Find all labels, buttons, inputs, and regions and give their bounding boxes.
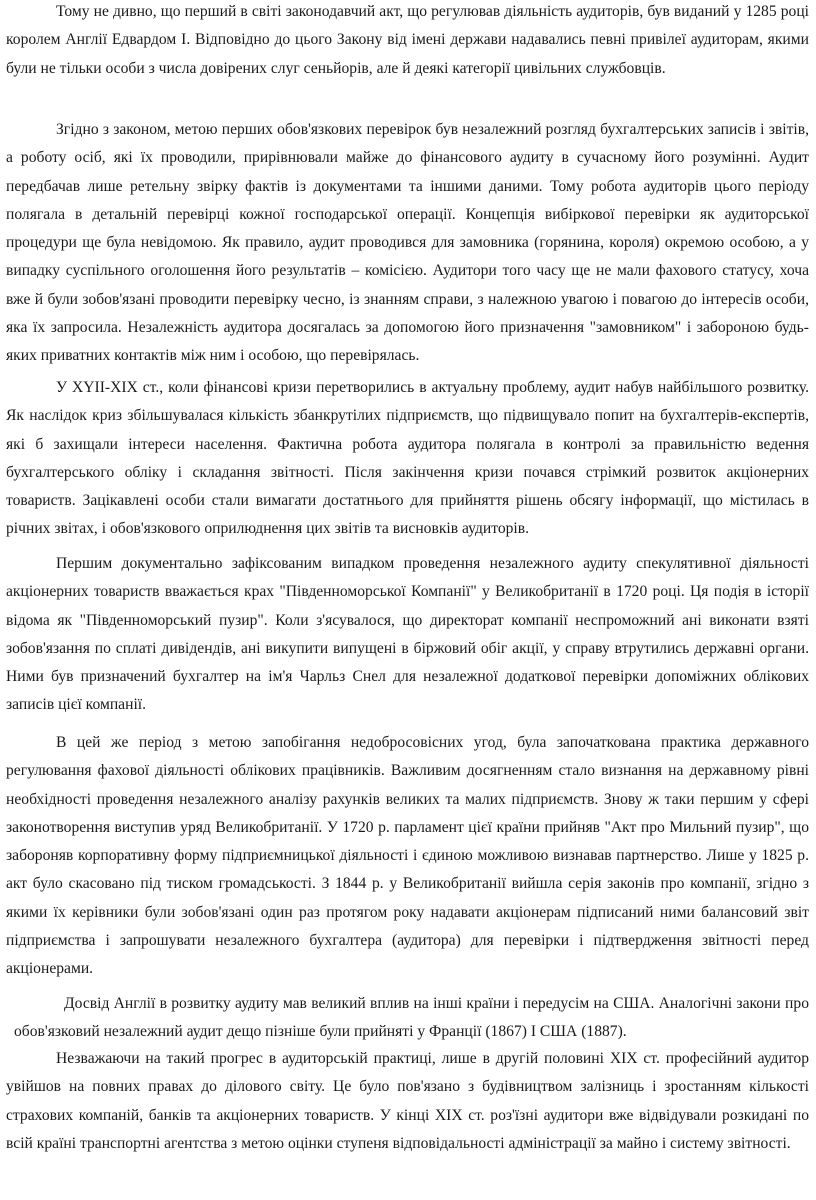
paragraph-professional-auditor: Незважаючи на такий прогрес в аудиторській практиці, лише в другій половині ХІХ ст. професійний аудитор увійшов на повних правах до ділового світу. Це було пов'язано з будівництвом залізниць і зростанням кількості страхових компаній, банків та акціонерних товариств. У кінці ХІХ ст. роз'їзні аудитори вже відвідували розкидані по всій країні транспортні агентства з метою оцінки ступеня відповідальності адміністрації за майно і систему звітності. — [6, 1050, 809, 1152]
paragraph-south-sea-company: Першим документально зафіксованим випадком проведення незалежного аудиту спекулятивної діяльності акціонерних товариств вважається крах "Південноморської Компанії" у Великобританії в 1720 році. Ця подія в історії відома як "Південноморський пузир". Коли з'ясувалося, що директорат компанії неспроможний ані виконати взяті зобов'язання по сплаті дивідендів, ані викупити випущені в біржовий обіг акції, у справу втрутились державні органи. Ними був призначений бухгалтер на ім'я Чарльз Снел для незалежної додаткової перевірки допоміжних облікових записів цієї компанії. — [6, 555, 809, 714]
paragraph-first-audit-act: Тому не дивно, що перший в світі законодавчий акт, що регулював діяльність аудиторів, був виданий у 1285 році королем Англії Едвардом І. Відповідно до цього Закону від імені держави надавались певні привілеї аудиторам, якими були не тільки особи з числа довірених слуг сеньйорів, але й деякі категорії цивільних службовців. — [6, 3, 809, 77]
paragraph-england-influence: Досвід Англії в розвитку аудиту мав великий вплив на інші країни і передусім на США. Аналогічні закони про обов'язковий незалежний аудит дещо пізніше були прийняті у Франції (1867) І США (1887). — [14, 995, 809, 1041]
paragraph-state-regulation: В цей же період з метою запобігання недобросовісних угод, була започаткована практика державного регулювання фахової діяльності облікових працівників. Важливим досягненням стало визнання на державному рівні необхідності проведення незалежного аналізу рахунків великих та малих підприємств. Знову ж таки першим у сфері законотворення виступив уряд Великобританії. У 1720 р. парламент цієї країни прийняв "Акт про Мильний пузир", що забороняв корпоративну форму підприємницької діяльності і єдиною можливою визнавав партнерство. Лише у 1825 р. акт було скасовано під тиском громадськості. З 1844 р. у Великобританії вийшла серія законів про компанії, згідно з якими їх керівники були зобов'язані один раз протягом року надавати акціонерам підписаний ними балансовий звіт підприємства і запрошувати незалежного бухгалтера (аудитора) для перевірки і підтвердження звітності перед акціонерами. — [6, 734, 809, 978]
paragraph-early-audit-purpose: Згідно з законом, метою перших обов'язкових перевірок був незалежний розгляд бухгалтерських записів і звітів, а роботу осіб, які їх проводили, прирівнювали майже до фінансового аудиту в сучасному його розумінні. Аудит передбачав лише ретельну звірку фактів із документами та іншими даними. Тому робота аудиторів цього періоду полягала в детальній перевірці кожної господарської операції. Концепція вибіркової перевірки як аудиторської процедури ще була невідомою. Як правило, аудит проводився для замовника (горянина, короля) окремою особою, а у випадку суспільного оголошення його результатів – комісією. Аудитори того часу ще не мали фахового статусу, хоча вже й були зобов'язані проводити перевірку чесно, із знанням справи, з належною увагою і повагою до інтересів особи, яка їх запросила. Незалежність аудитора досягалась за допомогою його призначення "замовником" і забороною будь-яких приватних контактів між ним і особою, що перевірялась. — [6, 121, 809, 365]
paragraph-financial-crises: У ХYІІ-ХІХ ст., коли фінансові кризи перетворились в актуальну проблему, аудит набув найбільшого розвитку. Як наслідок криз збільшувалася кількість збанкрутілих підприємств, що підвищувало попит на бухгалтерів-експертів, які б захищали інтереси населення. Фактична робота аудитора полягала в контролі за правильністю ведення бухгалтерського обліку і складання звітності. Після закінчення кризи почався стрімкий розвиток акціонерних товариств. Зацікавлені особи стали вимагати достатнього для прийняття рішень обсягу інформації, що містилась в річних звітах, і обов'язкового оприлюднення цих звітів та висновків аудиторів. — [6, 379, 809, 538]
